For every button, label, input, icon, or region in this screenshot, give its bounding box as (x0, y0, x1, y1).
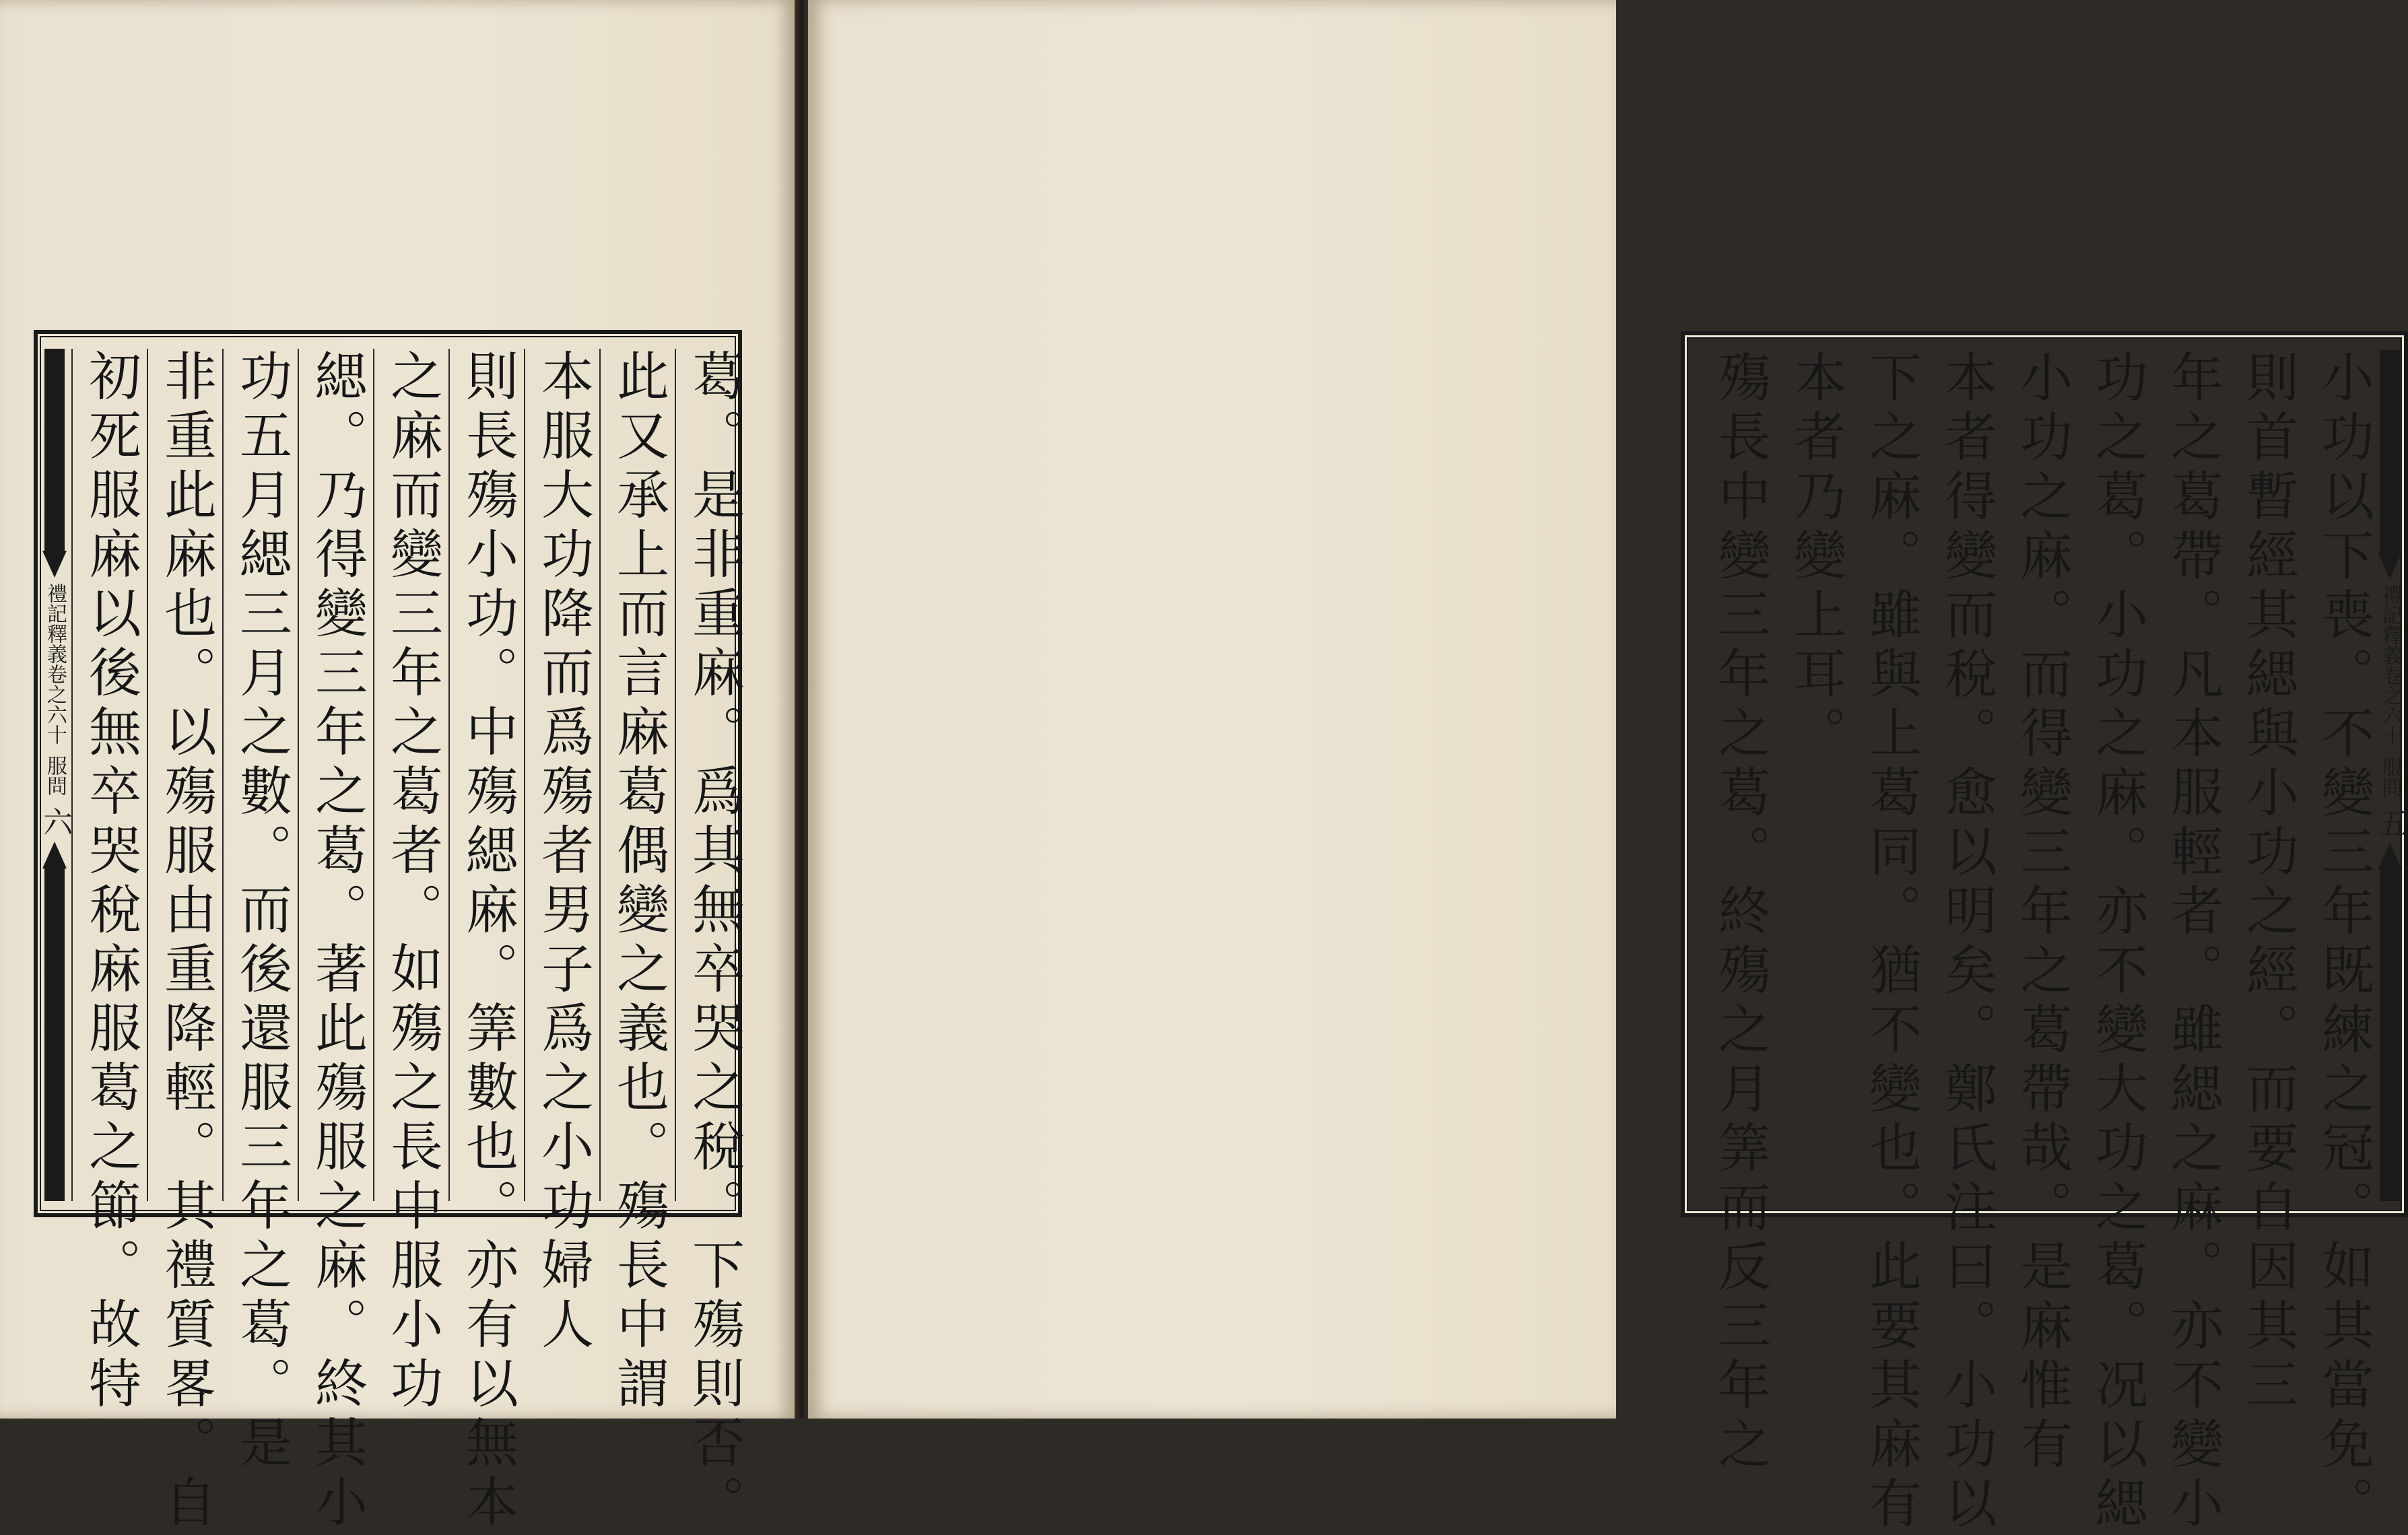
fish-tail-mark (42, 842, 67, 868)
left-column-8: 非重此麻也。以殤服由重降輕。其禮質畧。自 (147, 349, 224, 1201)
left-page (0, 0, 795, 1534)
left-column-3: 本服大功降而爲殤者男子爲之小功婦人 (524, 349, 601, 1201)
left-column-4: 則長殤小功。中殤緦麻。筭數也。亦有以無本 (448, 349, 525, 1201)
right-column-3: 年之葛帶。凡本服輕者。雖緦之麻。亦不變小 (2153, 350, 2230, 1201)
banxin-chapter: 服問 (2378, 757, 2402, 797)
right-column-1: 小功以下喪。不變三年既練之冠。如其當免。 (2304, 350, 2381, 1201)
left-column-7: 功五月緦三月之數。而後還服三年之葛。是 (222, 349, 299, 1201)
banxin-folio: 六 (38, 807, 72, 836)
right-column-7: 下之麻。雖與上葛同。猶不變也。此要其麻有 (1852, 350, 1929, 1201)
banxin-title: 禮記釋義卷之六十 (43, 583, 67, 745)
left-text-frame (34, 330, 744, 1534)
banxin-title: 禮記釋義卷之六十 (2378, 584, 2402, 746)
fish-tail-mark (2378, 843, 2402, 870)
right-column-2: 則首暫經其緦與小功之經。而要自因其三 (2229, 350, 2306, 1201)
left-banxin (38, 349, 72, 1201)
banxin-folio: 五 (2373, 808, 2407, 838)
right-column-5: 小功之麻。而得變三年之葛帶哉。是麻惟有 (2003, 350, 2079, 1201)
black-mouth (2380, 870, 2400, 1201)
left-column-9: 初死服麻以後無卒哭稅麻服葛之節。故特 (71, 349, 148, 1201)
right-column-8: 本者乃變上耳。 (1776, 350, 1853, 1201)
right-column-9: 殤長中變三年之葛。終殤之月筭而反三年之 (1701, 350, 1778, 1201)
black-mouth (44, 349, 65, 551)
fish-tail-mark (42, 551, 67, 578)
banxin-chapter: 服問 (43, 755, 67, 796)
left-column-1: 葛。是非重麻。爲其無卒哭之稅。下殤則否。 (675, 349, 751, 1201)
right-text-frame (1681, 331, 2408, 1535)
book-gutter (795, 0, 808, 1419)
right-page (808, 0, 2407, 1535)
left-column-2: 此又承上而言麻葛偶變之義也。殤長中謂 (599, 349, 676, 1201)
black-mouth (2380, 350, 2400, 552)
right-column-4: 功之葛。小功之麻。亦不變大功之葛。况以緦 (2078, 350, 2155, 1201)
black-mouth (44, 868, 65, 1201)
fish-tail-mark (2378, 552, 2402, 579)
right-column-6: 本者得變而稅。愈以明矣。鄭氏注曰。小功以 (1927, 350, 2004, 1201)
left-column-5: 之麻而變三年之葛者。如殤之長中服小功 (373, 349, 450, 1201)
right-banxin (2373, 350, 2407, 1201)
left-column-6: 緦。乃得變三年之葛。著此殤服之麻。終其小 (298, 349, 374, 1201)
